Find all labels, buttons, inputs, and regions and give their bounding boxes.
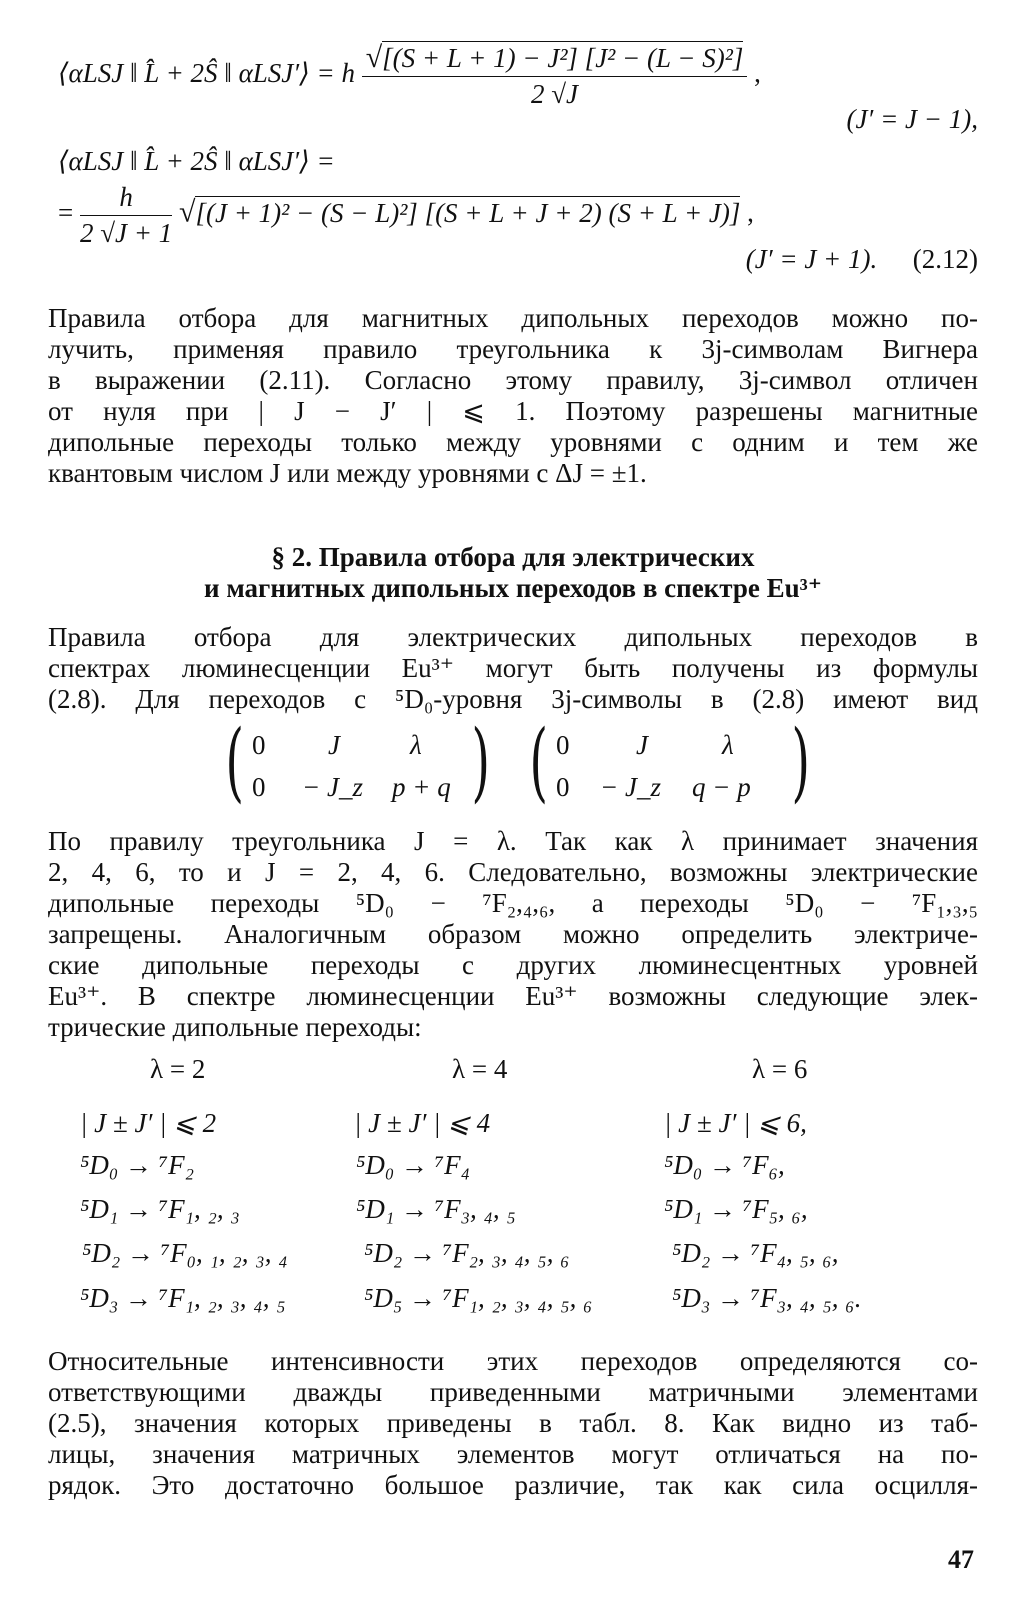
matrix-2-cell: 0 xyxy=(556,772,570,802)
transition-item: ⁵D₃ → ⁷F₃, ₄, ₅, ₆. xyxy=(672,1283,862,1313)
paragraph-3-line: трические дипольные переходы: xyxy=(48,1012,422,1042)
equation-1-lhs: ⟨αLSJ ‖ L̂ + 2Ŝ ‖ αLSJ′⟩ = h xyxy=(58,58,355,89)
paragraph-1-line: от нуля при | J − J′ | ⩽ 1. Поэтому разрешены магнитные xyxy=(48,396,978,426)
equation-1-comma: , xyxy=(754,58,761,89)
matrix-2-cell: q − p xyxy=(692,772,751,802)
equation-1-numerator: [(S + L + 1) − J²] [J² − (L − S)²] xyxy=(382,43,744,73)
paragraph-2-line: Правила отбора для электрических дипольных переходов в xyxy=(48,622,978,652)
equation-2-root: [(J + 1)² − (S − L)²] [(S + L + J + 2) (S + L + J)] xyxy=(195,197,741,228)
paragraph-1-line: квантовым числом J или между уровнями с ΔJ = ±1. xyxy=(48,458,647,488)
section-heading xyxy=(48,542,978,604)
paragraph-4-line: (2.5), значения которых приведены в табл. 8. Как видно из таб- xyxy=(48,1408,978,1438)
paragraph-4-line: ответствующими дважды приведенными матричными элементами xyxy=(48,1377,978,1407)
matrix-1-cell: λ xyxy=(410,730,422,760)
matrix-1-cell: J xyxy=(328,730,340,760)
column-rule: | J ± J′ | ⩽ 2 xyxy=(80,1108,217,1138)
matrix-2-cell: J xyxy=(636,730,648,760)
equation-2-fraction-denominator: 2 √J + 1 xyxy=(79,218,173,248)
paragraph-1-line: дипольные переходы только между уровнями с одним и тем же xyxy=(48,427,978,457)
equation-1-denominator: 2 √J xyxy=(530,79,579,109)
column-header: λ = 6 xyxy=(752,1054,808,1084)
matrix-1-cell: p + q xyxy=(392,772,451,802)
equation-1-fraction: $\frac{\text{√[(S + L + 1) − J²] [J² − (L − S)²]}}{2 √J}$ xyxy=(362,42,748,110)
matrix-1-cell: 0 xyxy=(252,772,266,802)
column-rule: | J ± J′ | ⩽ 4 xyxy=(354,1108,491,1138)
transition-item: ⁵D₀ → ⁷F₄ xyxy=(356,1150,471,1180)
equation-2-equals: = xyxy=(58,197,74,228)
paragraph-1 xyxy=(48,303,978,489)
equation-2-condition-row xyxy=(746,244,978,275)
column-header: λ = 2 xyxy=(150,1054,206,1084)
paragraph-3-line: По правилу треугольника J = λ. Так как λ принимает значения xyxy=(48,826,978,856)
paragraph-3 xyxy=(48,826,978,1043)
section-heading-line-1: § 2. Правила отбора для электрических xyxy=(271,542,755,572)
paragraph-3-line: 2, 4, 6, то и J = 2, 4, 6. Следовательно, возможны электрические xyxy=(48,857,978,887)
equation-2-lhs: ⟨αLSJ ‖ L̂ + 2Ŝ ‖ αLSJ′⟩ = xyxy=(58,146,335,176)
transition-item: ⁵D₂ → ⁷F₂, ₃, ₄, ₅, ₆ xyxy=(364,1238,570,1268)
matrix-2-cell: λ xyxy=(722,730,734,760)
equation-2-rhs: = $\frac{h}{2 √J + 1}$ √[(J + 1)² − (S − L)²] [(S + L + J + 2) (S + L + J)] , xyxy=(58,182,754,248)
column-header: λ = 4 xyxy=(452,1054,508,1084)
equation-1 xyxy=(58,42,761,110)
equation-2-fraction xyxy=(80,182,172,249)
paragraph-4 xyxy=(48,1346,978,1501)
matrix-2-cell: − J_z xyxy=(600,772,661,802)
matrix-1-cell: − J_z xyxy=(302,772,363,802)
page-number: 47 xyxy=(948,1545,974,1574)
equation-1-condition: (J′ = J − 1), xyxy=(846,104,978,134)
paragraph-2-line: (2.8). Для переходов с ⁵D₀-уровня 3j-символы в (2.8) имеют вид xyxy=(48,684,978,714)
transition-item: ⁵D₀ → ⁷F₆, xyxy=(664,1150,785,1180)
matrix-2-cell: 0 xyxy=(556,730,570,760)
paragraph-3-line: Eu³⁺. В спектре люминесценции Eu³⁺ возможны следующие элек- xyxy=(48,981,978,1011)
paragraph-1-line: лучить, применяя правило треугольника к 3j-символам Вигнера xyxy=(48,334,978,364)
paragraph-3-line: дипольные переходы ⁵D₀ − ⁷F₂,₄,₆, а переходы ⁵D₀ − ⁷F₁,₃,₅ xyxy=(48,888,978,918)
paragraph-1-line: в выражении (2.11). Согласно этому правилу, 3j-символ отличен xyxy=(48,365,978,395)
transition-item: ⁵D₃ → ⁷F₁, ₂, ₃, ₄, ₅ xyxy=(80,1283,286,1313)
transition-item: ⁵D₂ → ⁷F₀, ₁, ₂, ₃, ₄ xyxy=(82,1238,288,1268)
paragraph-1-line: Правила отбора для магнитных дипольных переходов можно по- xyxy=(48,303,978,333)
transition-item: ⁵D₅ → ⁷F₁, ₂, ₃, ₄, ₅, ₆ xyxy=(364,1283,593,1313)
paragraph-2-line: спектрах люминесценции Eu³⁺ могут быть получены из формулы xyxy=(48,653,978,683)
3j-symbol-matrix-2: ( 0 J λ 0 − J_z q − p ) xyxy=(529,712,811,812)
paragraph-4-line: Относительные интенсивности этих переходов определяются со- xyxy=(48,1346,978,1376)
equation-number: (2.12) xyxy=(912,244,978,274)
transition-item: ⁵D₁ → ⁷F₅, ₆, xyxy=(664,1194,808,1224)
section-heading-line-2: и магнитных дипольных переходов в спектре Eu³⁺ xyxy=(204,573,822,603)
paragraph-4-line: рядок. Это достаточно большое различие, так как сила осцилля- xyxy=(48,1470,978,1500)
paragraph-2 xyxy=(48,622,978,715)
equation-2-fraction-numerator: h xyxy=(80,182,172,216)
paragraph-4-line: лицы, значения матричных элементов могут отличаться на по- xyxy=(48,1439,978,1469)
paragraph-3-line: ские дипольные переходы с других люминесцентных уровней xyxy=(48,950,978,980)
transition-item: ⁵D₂ → ⁷F₄, ₅, ₆, xyxy=(672,1238,839,1268)
transition-item: ⁵D₁ → ⁷F₁, ₂, ₃ xyxy=(80,1194,240,1224)
equation-2-condition: (J′ = J + 1). xyxy=(745,244,878,274)
matrix-1-cell: 0 xyxy=(252,730,266,760)
equation-2-comma: , xyxy=(747,197,754,228)
transition-item: ⁵D₀ → ⁷F₂ xyxy=(80,1150,195,1180)
column-rule: | J ± J′ | ⩽ 6, xyxy=(664,1108,807,1138)
paragraph-3-line: запрещены. Аналогичным образом можно определить электриче- xyxy=(48,919,978,949)
transition-item: ⁵D₁ → ⁷F₃, ₄, ₅ xyxy=(356,1194,516,1224)
3j-symbol-matrix-1: ( 0 J λ 0 − J_z p + q ) xyxy=(225,712,491,812)
